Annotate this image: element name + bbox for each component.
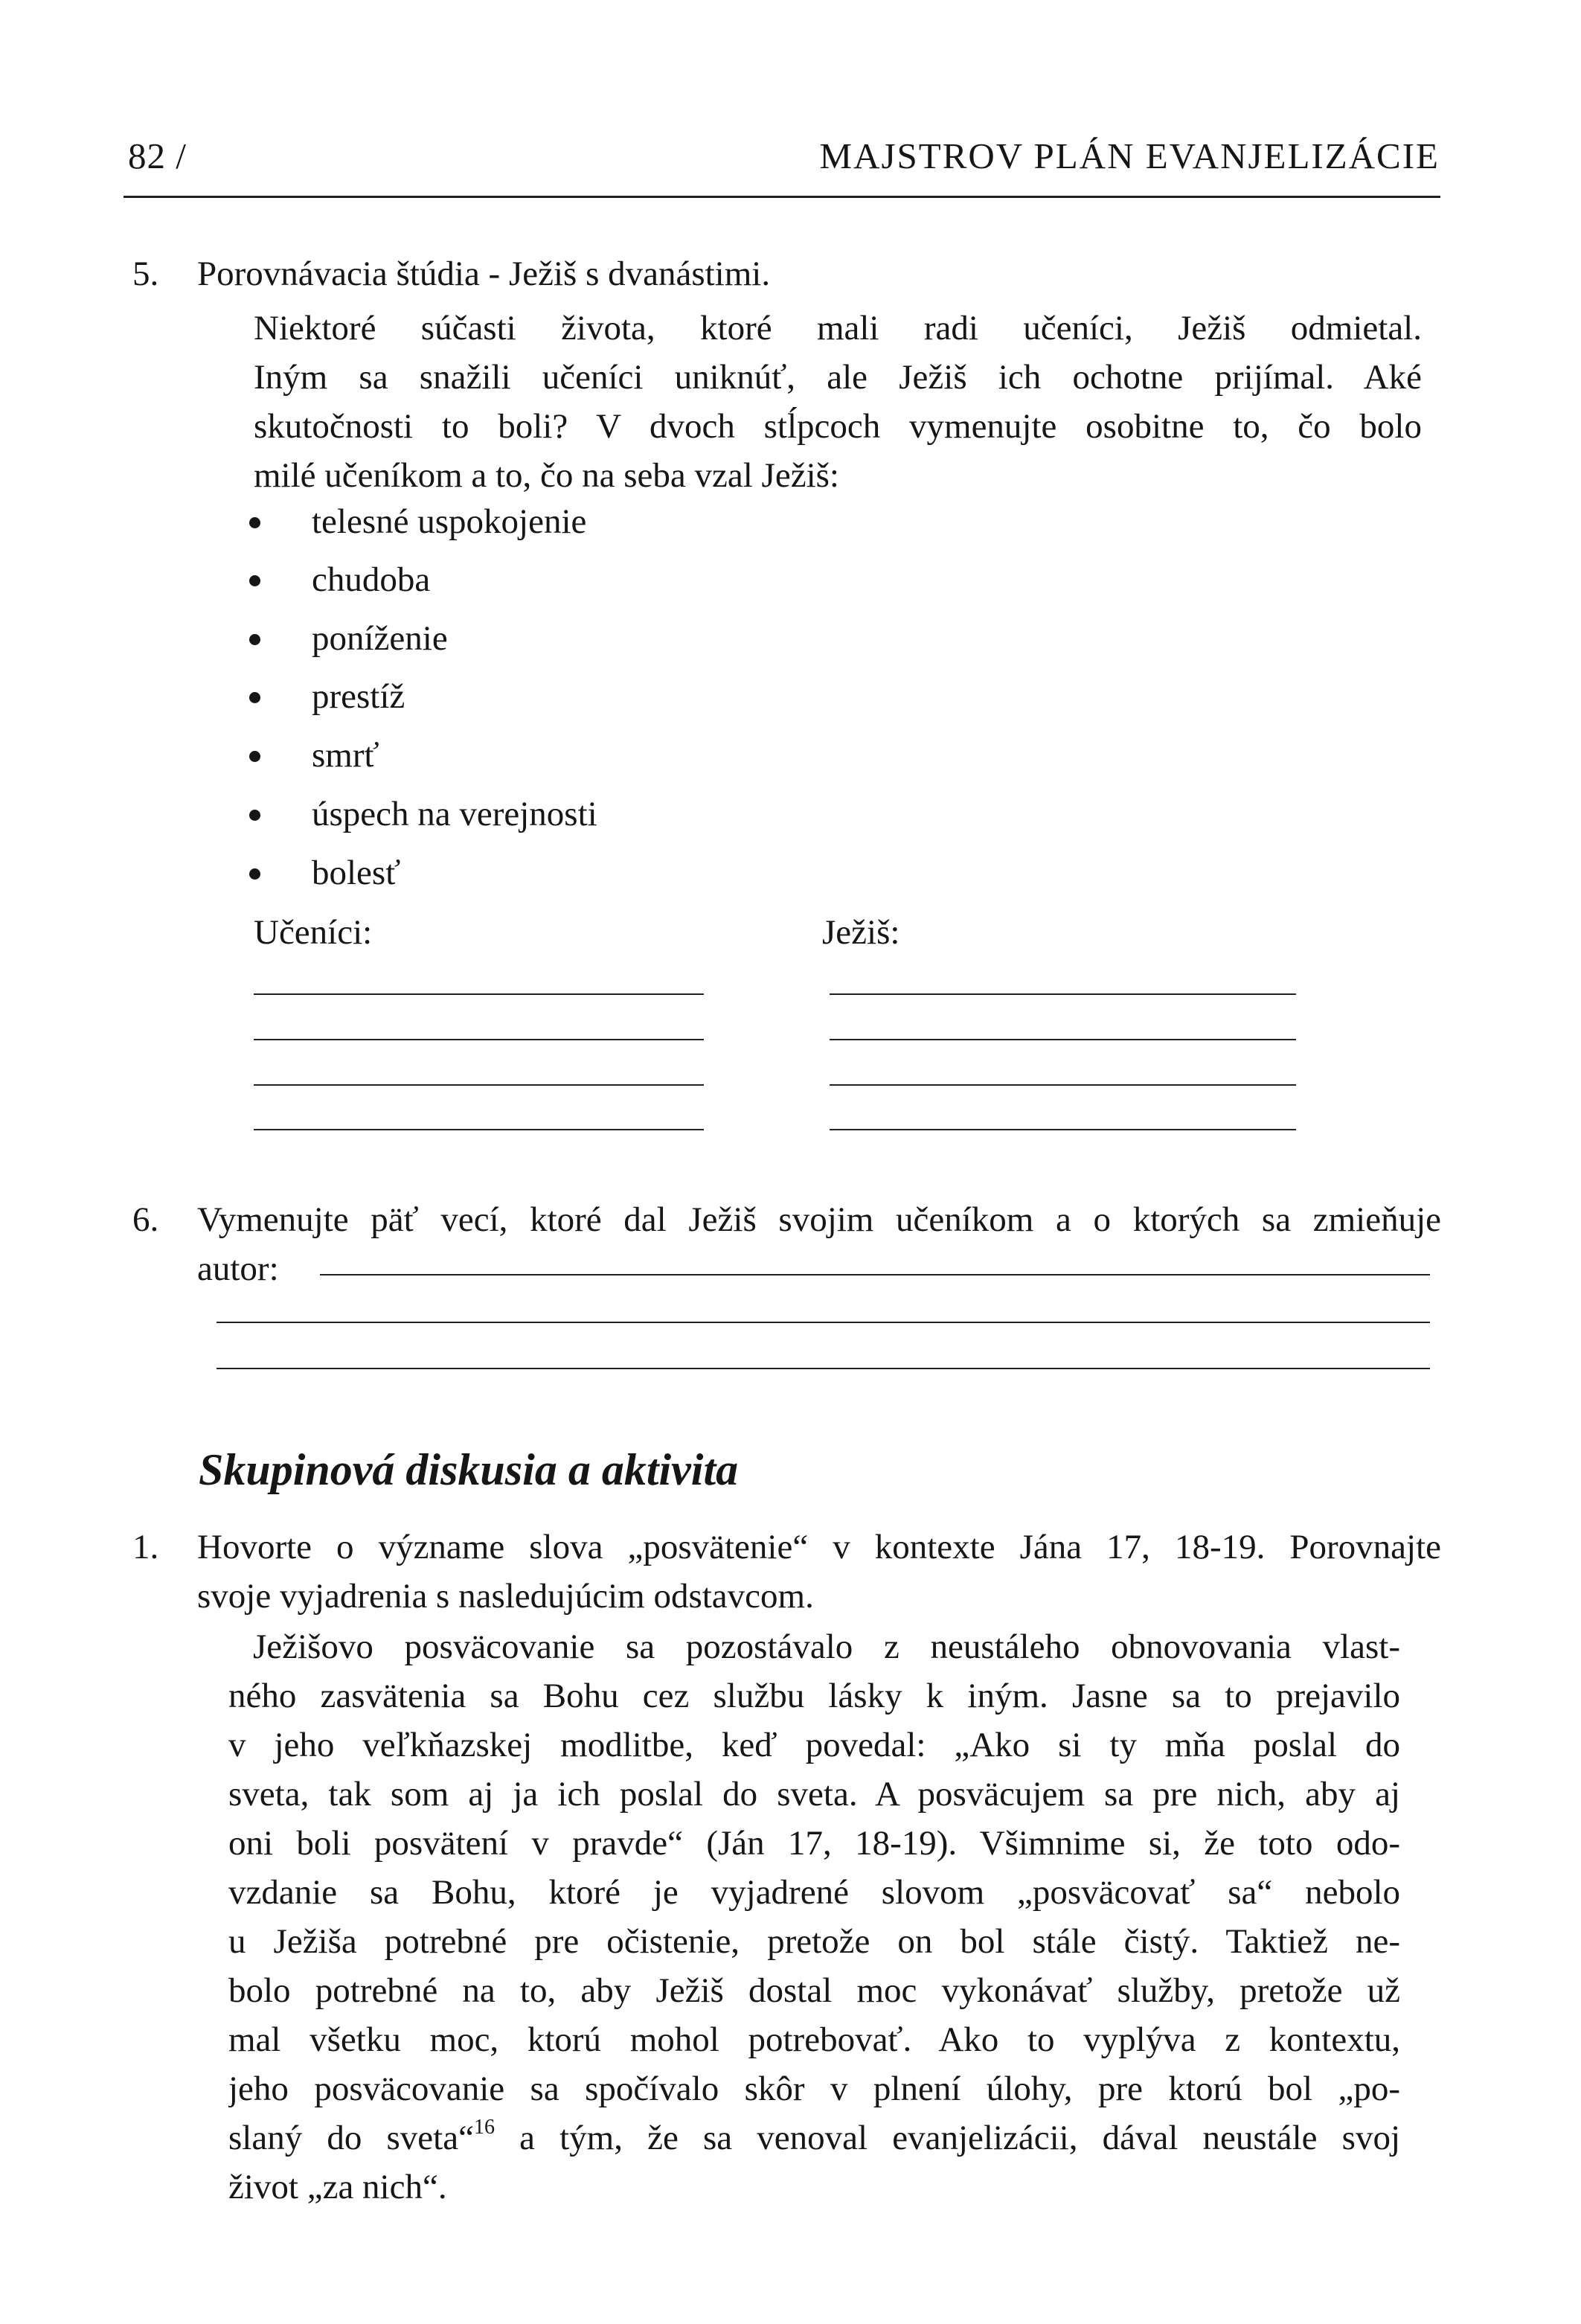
- list-item-text: smrť: [312, 736, 379, 775]
- quote-line: [228, 2113, 1400, 2163]
- quote-paragraph: [228, 1622, 1400, 2212]
- running-title: MAJSTROV PLÁN EVANJELIZÁCIE: [819, 135, 1440, 176]
- question-5-title: Porovnávacia štúdia - Ježiš s dvanástimi.: [197, 255, 771, 293]
- question-5-number: 5.: [132, 255, 159, 293]
- intro-line: svoje vyjadrenia s nasledujúcim odstavcom.: [197, 1577, 814, 1616]
- answer-line[interactable]: [217, 1368, 1430, 1369]
- answer-line[interactable]: [320, 1274, 1430, 1275]
- bullet-icon: [249, 810, 260, 821]
- answer-line-right[interactable]: [830, 1084, 1296, 1086]
- quote-line: ného zasvätenia sa Bohu cez službu lásky k iným. Jasne sa to prejavilo: [228, 1677, 1400, 1715]
- answer-line[interactable]: [217, 1322, 1430, 1323]
- quote-line: oni boli posvätení v pravde“ (Ján 17, 18-19). Všimnime si, že toto odo-: [228, 1824, 1400, 1863]
- question-6-autor: autor:: [197, 1249, 279, 1288]
- bullet-icon: [249, 751, 260, 762]
- footnote-ref[interactable]: 16: [473, 2116, 495, 2139]
- header-rule: [124, 196, 1440, 198]
- quote-line: život „za nich“.: [228, 2168, 447, 2206]
- question-5-paragraph: [254, 304, 1422, 353]
- quote-text: slaný do sveta“: [228, 2119, 474, 2157]
- column-label-disciples: Učeníci:: [254, 913, 373, 952]
- question-6-number: 6.: [132, 1200, 159, 1239]
- discussion-1-intro: [197, 1523, 1441, 1621]
- quote-line: u Ježiša potrebné pre očistenie, pretože on bol stále čistý. Taktiež ne-: [228, 1922, 1400, 1961]
- quote-line: sveta, tak som aj ja ich poslal do sveta. A posväcujem sa pre nich, aby aj: [228, 1775, 1400, 1814]
- answer-line-left[interactable]: [254, 1039, 704, 1040]
- paragraph-line: milé učeníkom a to, čo na seba vzal Ježiš:: [254, 456, 839, 495]
- paragraph-line: Niektoré súčasti života, ktoré mali radi učeníci, Ježiš odmietal.: [254, 309, 1422, 348]
- page-number: 82 /: [128, 135, 187, 176]
- answer-line-left[interactable]: [254, 1084, 704, 1086]
- quote-text: a tým, že sa venoval evanjelizácii, dával neustále svoj: [494, 2119, 1400, 2157]
- bullet-icon: [249, 634, 260, 645]
- question-5-paragraph-cont: [254, 353, 1422, 500]
- list-item-text: poníženie: [312, 619, 448, 658]
- bullet-icon: [249, 868, 260, 880]
- paragraph-line: Iným sa snažili učeníci uniknúť, ale Ježiš ich ochotne prijímal. Aké: [254, 358, 1422, 397]
- quote-line: v jeho veľkňazskej modlitbe, keď povedal: „Ako si ty mňa poslal do: [228, 1726, 1400, 1764]
- answer-line-left[interactable]: [254, 1129, 704, 1130]
- bullet-icon: [249, 517, 260, 528]
- question-6-line: Vymenujte päť vecí, ktoré dal Ježiš svojim učeníkom a o ktorých sa zmieňuje: [197, 1200, 1441, 1239]
- quote-line: bolo potrebné na to, aby Ježiš dostal moc vykonávať služby, pretože už: [228, 1971, 1400, 2010]
- answer-line-right[interactable]: [830, 1129, 1296, 1130]
- intro-line: Hovorte o význame slova „posvätenie“ v kontexte Jána 17, 18-19. Porovnajte: [197, 1528, 1441, 1566]
- quote-line: Ježišovo posväcovanie sa pozostávalo z neustáleho obnovovania vlast-: [253, 1627, 1400, 1666]
- paragraph-line: skutočnosti to boli? V dvoch stĺpcoch vymenujte osobitne to, čo bolo: [254, 407, 1422, 446]
- bullet-icon: [249, 575, 260, 586]
- answer-line-left[interactable]: [254, 993, 704, 995]
- list-item-text: úspech na verejnosti: [312, 795, 597, 833]
- quote-line: mal všetku moc, ktorú mohol potrebovať. Ako to vyplýva z kontextu,: [228, 2020, 1400, 2059]
- bullet-icon: [249, 692, 260, 703]
- question-6-text: [197, 1195, 1441, 1244]
- list-item-text: bolesť: [312, 854, 401, 892]
- list-item-text: chudoba: [312, 560, 431, 599]
- answer-line-right[interactable]: [830, 993, 1296, 995]
- list-item-text: telesné uspokojenie: [312, 502, 587, 541]
- list-item-text: prestíž: [312, 677, 405, 716]
- discussion-1-number: 1.: [132, 1528, 159, 1566]
- section-title: Skupinová diskusia a aktivita: [199, 1445, 739, 1494]
- column-label-jesus: Ježiš:: [822, 913, 900, 952]
- quote-line: jeho posväcovanie sa spočívalo skôr v plnení úlohy, pre ktorú bol „po-: [228, 2069, 1400, 2108]
- answer-line-right[interactable]: [830, 1039, 1296, 1040]
- quote-line: vzdanie sa Bohu, ktoré je vyjadrené slovom „posväcovať sa“ nebolo: [228, 1873, 1400, 1912]
